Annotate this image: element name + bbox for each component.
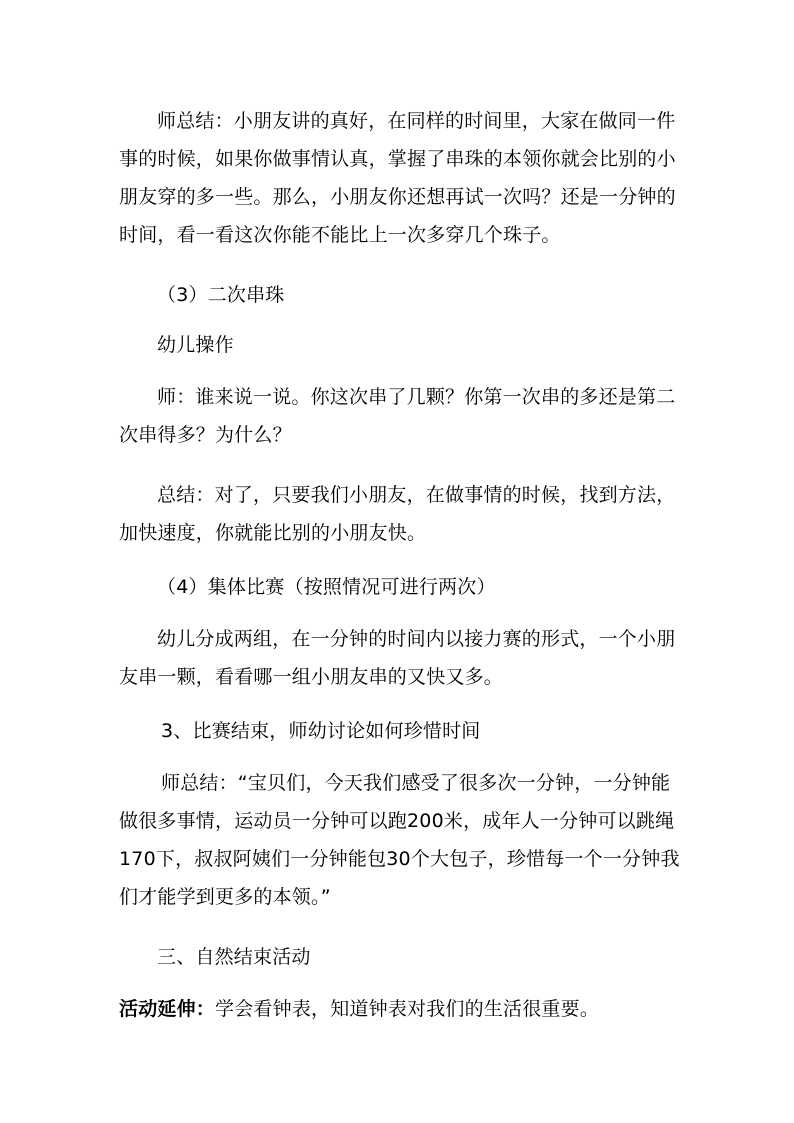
child-operation-line: 幼儿操作	[157, 334, 234, 356]
section-heading-second-beading: （3）二次串珠	[157, 284, 285, 306]
section-heading-end-activity: 三、自然结束活动	[157, 946, 311, 968]
activity-extension-label: 活动延伸：	[119, 998, 216, 1020]
teacher-final-summary-paragraph: 师总结：“宝贝们，今天我们感受了很多次一分钟，一分钟能做很多事情，运动员一分钟可以跑200米，成年人一分钟可以跳绳170下，叔叔阿姨们一分钟能包30个大包子，珍惜每一个一分钟我们才能学到更多的本领。”	[119, 772, 680, 908]
summary-paragraph: 总结：对了，只要我们小朋友，在做事情的时候，找到方法，加快速度，你就能比别的小朋友快。	[119, 484, 676, 544]
teacher-summary-paragraph: 师总结：小朋友讲的真好，在同样的时间里，大家在做同一件事的时候，如果你做事情认真，掌握了串珠的本领你就会比别的小朋友穿的多一些。那么，小朋友你还想再试一次吗？还是一分钟的时间，看一看这次你能不能比上一次多穿几个珠子。	[119, 110, 676, 246]
section-heading-group-contest: （4）集体比赛（按照情况可进行两次）	[157, 576, 496, 598]
activity-extension-text: 学会看钟表，知道钟表对我们的生活很重要。	[215, 998, 600, 1020]
teacher-question-paragraph: 师：谁来说一说。你这次串了几颗？你第一次串的多还是第二次串得多？为什么？	[119, 386, 676, 446]
section-heading-discussion: 3、比赛结束，师幼讨论如何珍惜时间	[161, 720, 481, 742]
group-contest-paragraph: 幼儿分成两组，在一分钟的时间内以接力赛的形式，一个小朋友串一颗，看看哪一组小朋友串的又快又多。	[119, 628, 676, 688]
activity-extension-paragraph	[119, 990, 684, 1028]
